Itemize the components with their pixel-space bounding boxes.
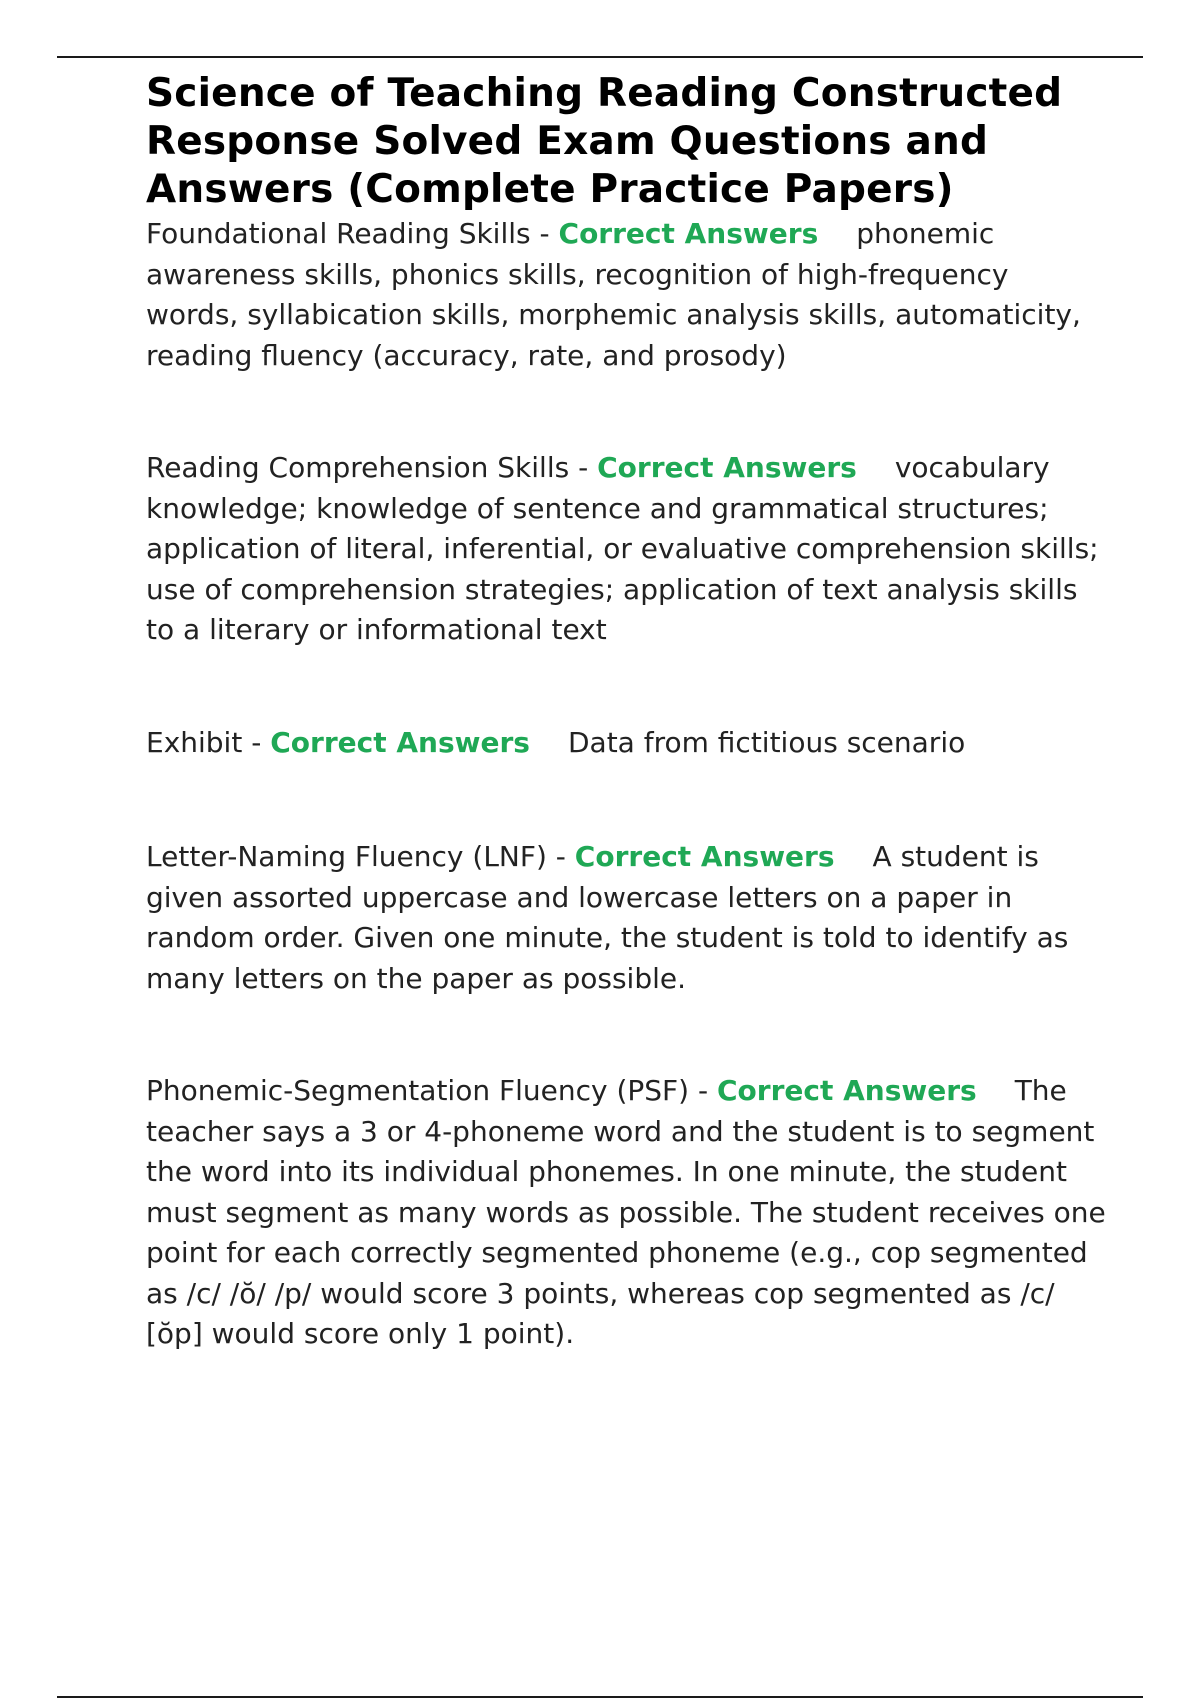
qa-item-letter-naming-fluency bbox=[146, 837, 1106, 999]
question-term: Exhibit bbox=[146, 725, 243, 759]
question-term: Reading Comprehension Skills bbox=[146, 451, 570, 484]
correct-answers-label: Correct Answers bbox=[270, 725, 530, 759]
correct-answers-label: Correct Answers bbox=[574, 840, 835, 873]
qa-item-exhibit bbox=[146, 723, 1106, 764]
page-content bbox=[146, 70, 1106, 1355]
term-separator: - bbox=[546, 840, 575, 873]
answer-text: phonemic awareness skills, phonics skills, recognition of high-frequency words, syllabication skills, morphemic analysis skills, automaticity, reading fluency (accuracy, rate, and prosody) bbox=[146, 217, 1081, 372]
qa-item-reading-comprehension-skills bbox=[146, 448, 1106, 651]
answer-text: The teacher says a 3 or 4-phoneme word and the student is to segment the word into its individual phonemes. In one minute, the student must segment as many words as possible. The student receives one point for each correctly segmented phoneme (e.g., cop segmented as /c/ /ŏ/ /p/ would score 3 points, whereas cop segmented as /c/ [ŏp] would score only 1 point). bbox=[146, 1074, 1106, 1350]
top-rule bbox=[57, 56, 1143, 58]
qa-item-foundational-reading-skills bbox=[146, 214, 1106, 376]
correct-answers-label: Correct Answers bbox=[558, 217, 819, 250]
question-term: Letter-Naming Fluency (LNF) bbox=[146, 840, 547, 873]
term-separator: - bbox=[569, 451, 598, 484]
qa-item-phonemic-segmentation-fluency bbox=[146, 1071, 1106, 1355]
question-term: Foundational Reading Skills bbox=[146, 217, 531, 250]
bottom-rule bbox=[57, 1696, 1143, 1698]
document-title: Science of Teaching Reading Constructed Response Solved Exam Questions and Answers (Complete Practice Papers) bbox=[146, 71, 1063, 212]
correct-answers-label: Correct Answers bbox=[716, 1074, 977, 1107]
question-term: Phonemic-Segmentation Fluency (PSF) bbox=[146, 1074, 690, 1107]
term-separator: - bbox=[242, 725, 271, 759]
correct-answers-label: Correct Answers bbox=[597, 451, 857, 484]
term-separator: - bbox=[530, 217, 559, 250]
term-separator: - bbox=[689, 1074, 717, 1107]
answer-text: vocabulary knowledge; knowledge of sentence and grammatical structures; application of literal, inferential, or evaluative comprehension skills; use of comprehension strategies; application of text analysis skills to a literary or informational text bbox=[146, 451, 1099, 646]
answer-text: A student is given assorted uppercase and lowercase letters on a paper in random order. Given one minute, the student is told to identify as many letters on the paper as possible. bbox=[146, 840, 1069, 995]
answer-text: Data from fictitious scenario bbox=[567, 725, 966, 759]
